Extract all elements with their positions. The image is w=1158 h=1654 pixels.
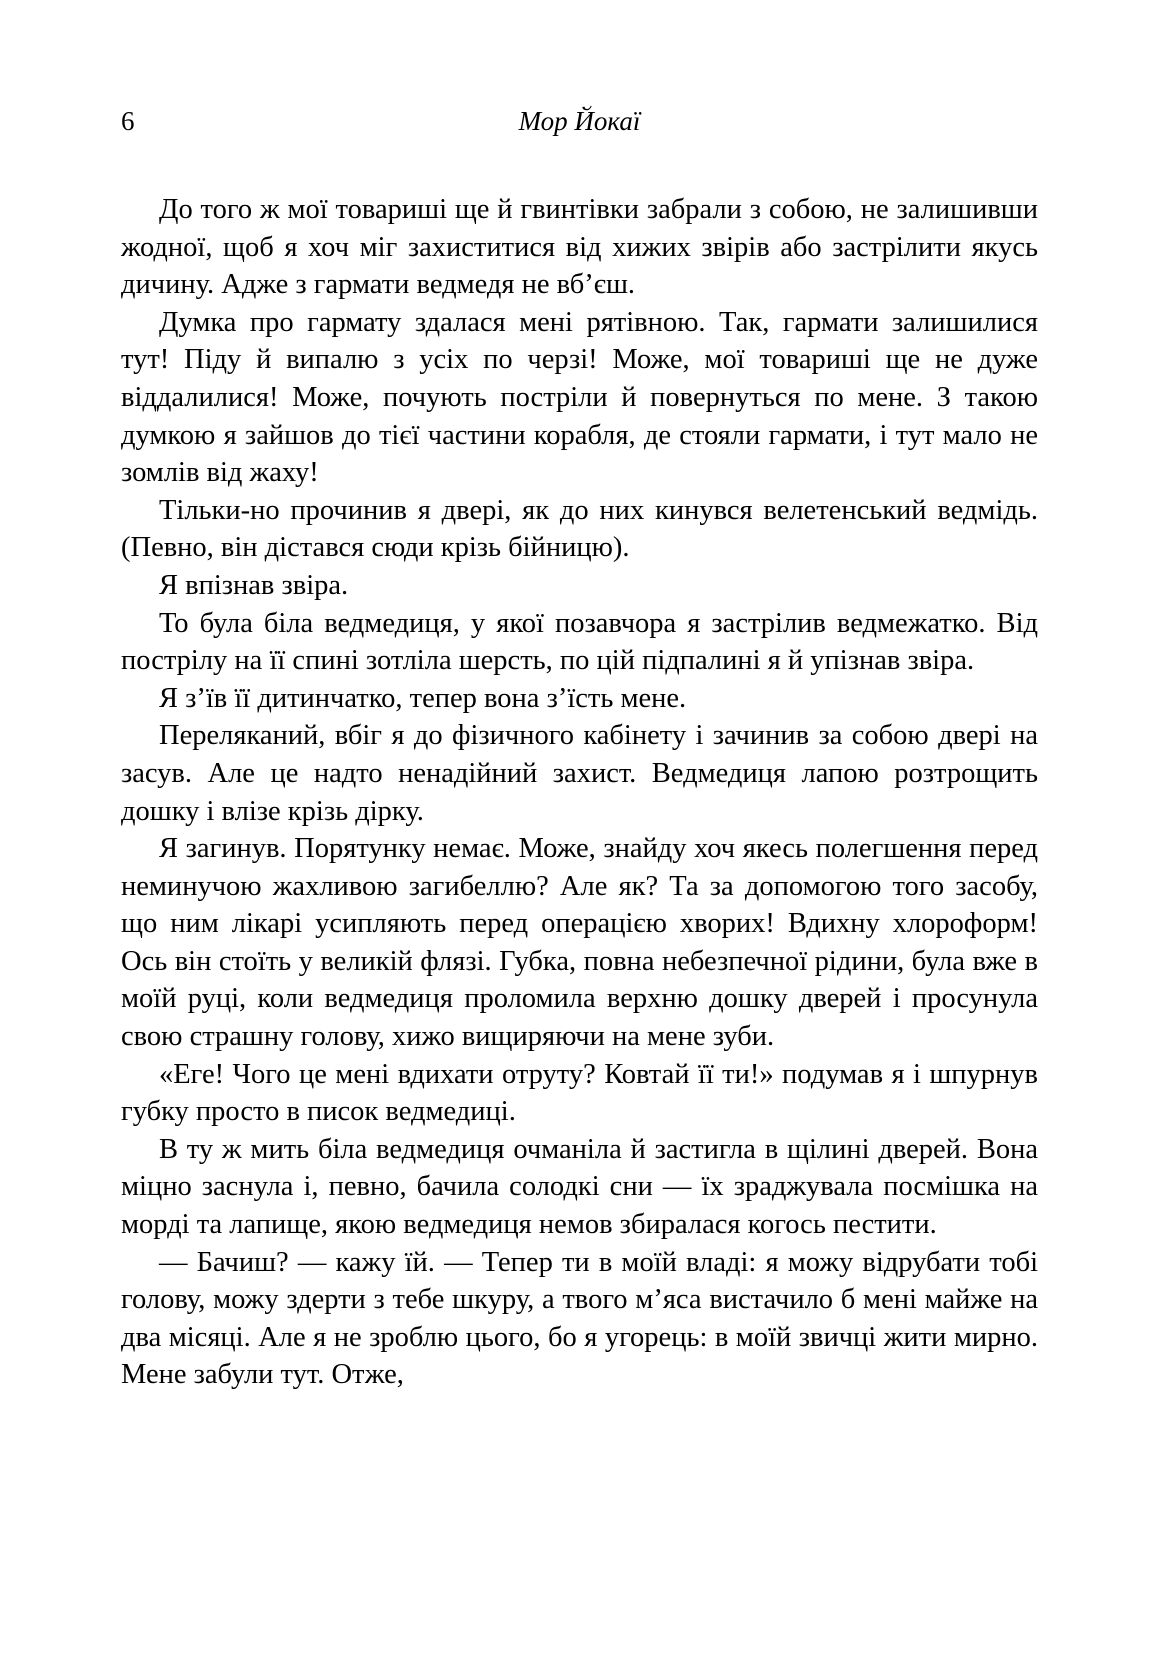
paragraph: Я загинув. Порятунку немає. Може, знайду хоч якесь полегшення перед неминучою жахливою загибеллю? Але як? Та за допомогою того засобу, що ним лікарі усипляють перед операцією хворих! Вдихну хлороформ! Ось він стоїть у великій флязі. Губка, повна небезпечної рідини, була вже в моїй руці, коли ведмедиця проломила верхню дошку дверей і просунула свою страшну голову, хижо вищиряючи на мене зуби. [121, 833, 1038, 1053]
paragraph: То була біла ведмедиця, у якої позавчора я застрілив ведмежатко. Від пострілу на її спині зотліла шерсть, по цій підпалині я й упізнав звіра. [121, 607, 1038, 677]
paragraph: В ту ж мить біла ведмедиця очманіла й застигла в щілині дверей. Вона міцно заснула і, певно, бачила солодкі сни — їх зраджувала посмішка на морді та лапище, якою ведмедиця немов збиралася когось пестити. [121, 1133, 1038, 1241]
paragraph: — Бачиш? — кажу їй. — Тепер ти в моїй владі: я можу відрубати тобі голову, можу здерти з тебе шкуру, а твого м’яса вистачило б мені майже на два місяці. Але я не зроблю цього, бо я угорець: в моїй звичці жити мирно. Мене забули тут. Отже, [121, 1246, 1038, 1391]
paragraph: Тільки-но прочинив я двері, як до них кинувся велетенський ведмідь. (Певно, він дістався сюди крізь бійницю). [121, 494, 1038, 564]
paragraph: «Еге! Чого це мені вдихати отруту? Ковтай її ти!» подумав я і шпурнув губку просто в писок ведмедиці. [121, 1058, 1038, 1128]
paragraph: До того ж мої товариші ще й гвинтівки забрали з собою, не залишивши жодної, щоб я хоч міг захиститися від хижих звірів або застрілити якусь дичину. Адже з гармати ведмедя не вб’єш. [121, 194, 1038, 301]
running-title: Мор Йокаї [518, 106, 641, 136]
page-number: 6 [121, 106, 135, 136]
page-header [121, 104, 1038, 144]
paragraph: Я з’їв її дитинчатко, тепер вона з’їсть мене. [159, 682, 687, 714]
paragraph: Думка про гармату здалася мені рятівною. Так, гармати залишилися тут! Піду й випалю з усіх по черзі! Може, мої товариші ще не дуже віддалилися! Може, почують постріли й повернуться по мене. З такою думкою я зайшов до тієї частини корабля, де стояли гармати, і тут мало не зомлів від жаху! [121, 306, 1038, 489]
paragraph: Переляканий, вбіг я до фізичного кабінету і зачинив за собою двері на засув. Але це надто ненадійний захист. Ведмедиця лапою розтрощить дошку і влізе крізь дірку. [121, 720, 1038, 827]
page-body [121, 191, 1038, 1394]
paragraph: Я впізнав звіра. [159, 569, 349, 601]
